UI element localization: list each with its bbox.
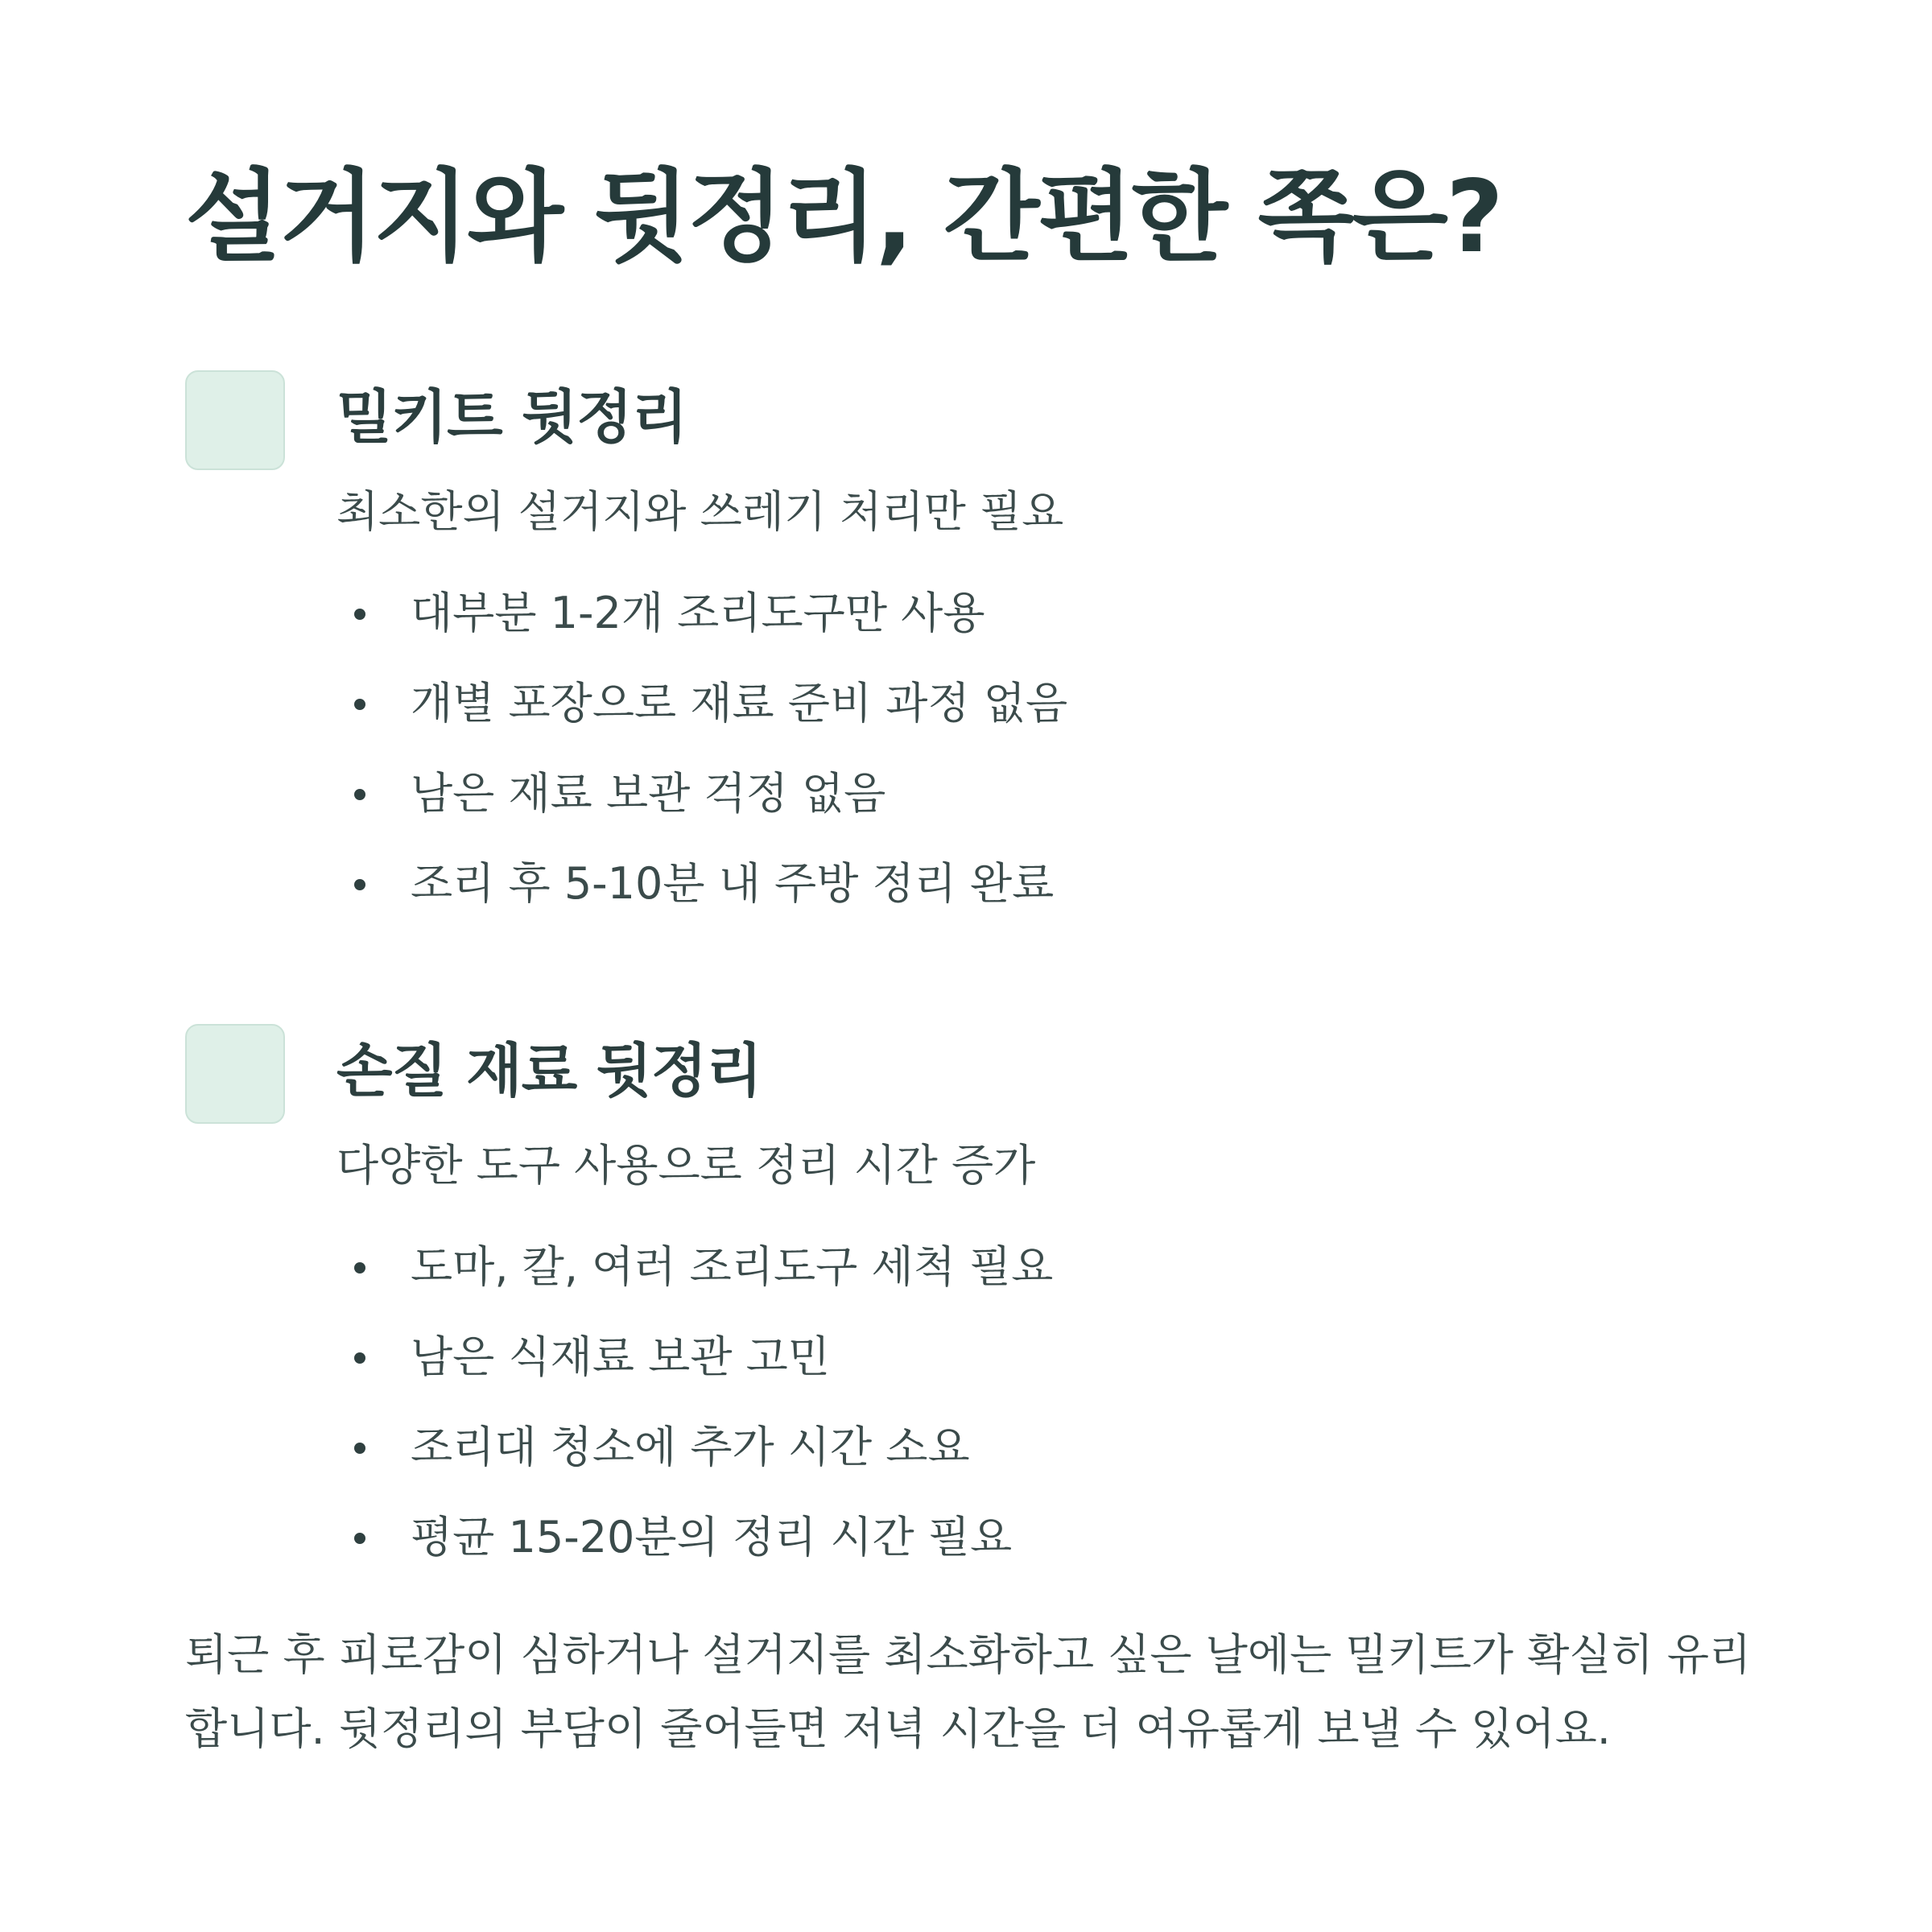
list-item-text: 도마, 칼, 여러 조리도구 세척 필요: [411, 1241, 1054, 1292]
list-item-text: 조리 후 5-10분 내 주방 정리 완료: [411, 858, 1055, 909]
list-item: [336, 1312, 1705, 1402]
list-item-text: 대부분 1-2개 조리도구만 사용: [411, 588, 985, 638]
bullet-dot-icon: [354, 609, 365, 620]
square-icon: [185, 1024, 285, 1124]
list-item: [336, 1492, 1705, 1583]
list-item-text: 조리대 청소에 추가 시간 소요: [411, 1422, 970, 1472]
bullet-dot-icon: [354, 1262, 365, 1274]
bullet-dot-icon: [354, 1443, 365, 1454]
bullet-dot-icon: [354, 1533, 365, 1544]
square-icon: [185, 370, 285, 470]
list-item: [336, 749, 1705, 839]
list-item: [336, 658, 1705, 749]
bullet-dot-icon: [354, 789, 365, 800]
list-item: [336, 839, 1705, 929]
bullet-list: [336, 568, 1705, 929]
bullet-dot-icon: [354, 1352, 365, 1364]
bullet-dot-icon: [354, 699, 365, 710]
section-title: 손질 재료 뒷정리: [336, 1037, 762, 1104]
section-description: 최소한의 설거지와 쓰레기 처리만 필요: [336, 486, 1064, 537]
bullet-dot-icon: [354, 879, 365, 890]
page-title: 설거지와 뒷정리, 간편한 쪽은?: [185, 159, 1501, 275]
list-item: [336, 568, 1705, 658]
page: [185, 159, 1795, 1754]
list-item-text: 개별 포장으로 재료 준비 과정 없음: [411, 678, 1068, 729]
list-item: [336, 1222, 1705, 1312]
section-body: [336, 370, 1705, 929]
summary-paragraph: 퇴근 후 피로감이 심하거나 설거지를 최소화하고 싶은 날에는 밀키트가 확실히 유리합니다. 뒷정리의 부담이 줄어들면 저녁 시간을 더 여유롭게 보낼 수 있어요.: [185, 1629, 1752, 1754]
list-item-text: 남은 재료 보관 걱정 없음: [411, 768, 886, 819]
bullet-list: [336, 1222, 1705, 1583]
section-title: 밀키트 뒷정리: [336, 383, 687, 451]
list-item-text: 남은 식재료 보관 고민: [411, 1331, 830, 1382]
section-description: 다양한 도구 사용으로 정리 시간 증가: [336, 1140, 1036, 1191]
list-item-text: 평균 15-20분의 정리 시간 필요: [411, 1512, 1013, 1563]
list-item: [336, 1402, 1705, 1492]
section-body: [336, 1024, 1705, 1583]
